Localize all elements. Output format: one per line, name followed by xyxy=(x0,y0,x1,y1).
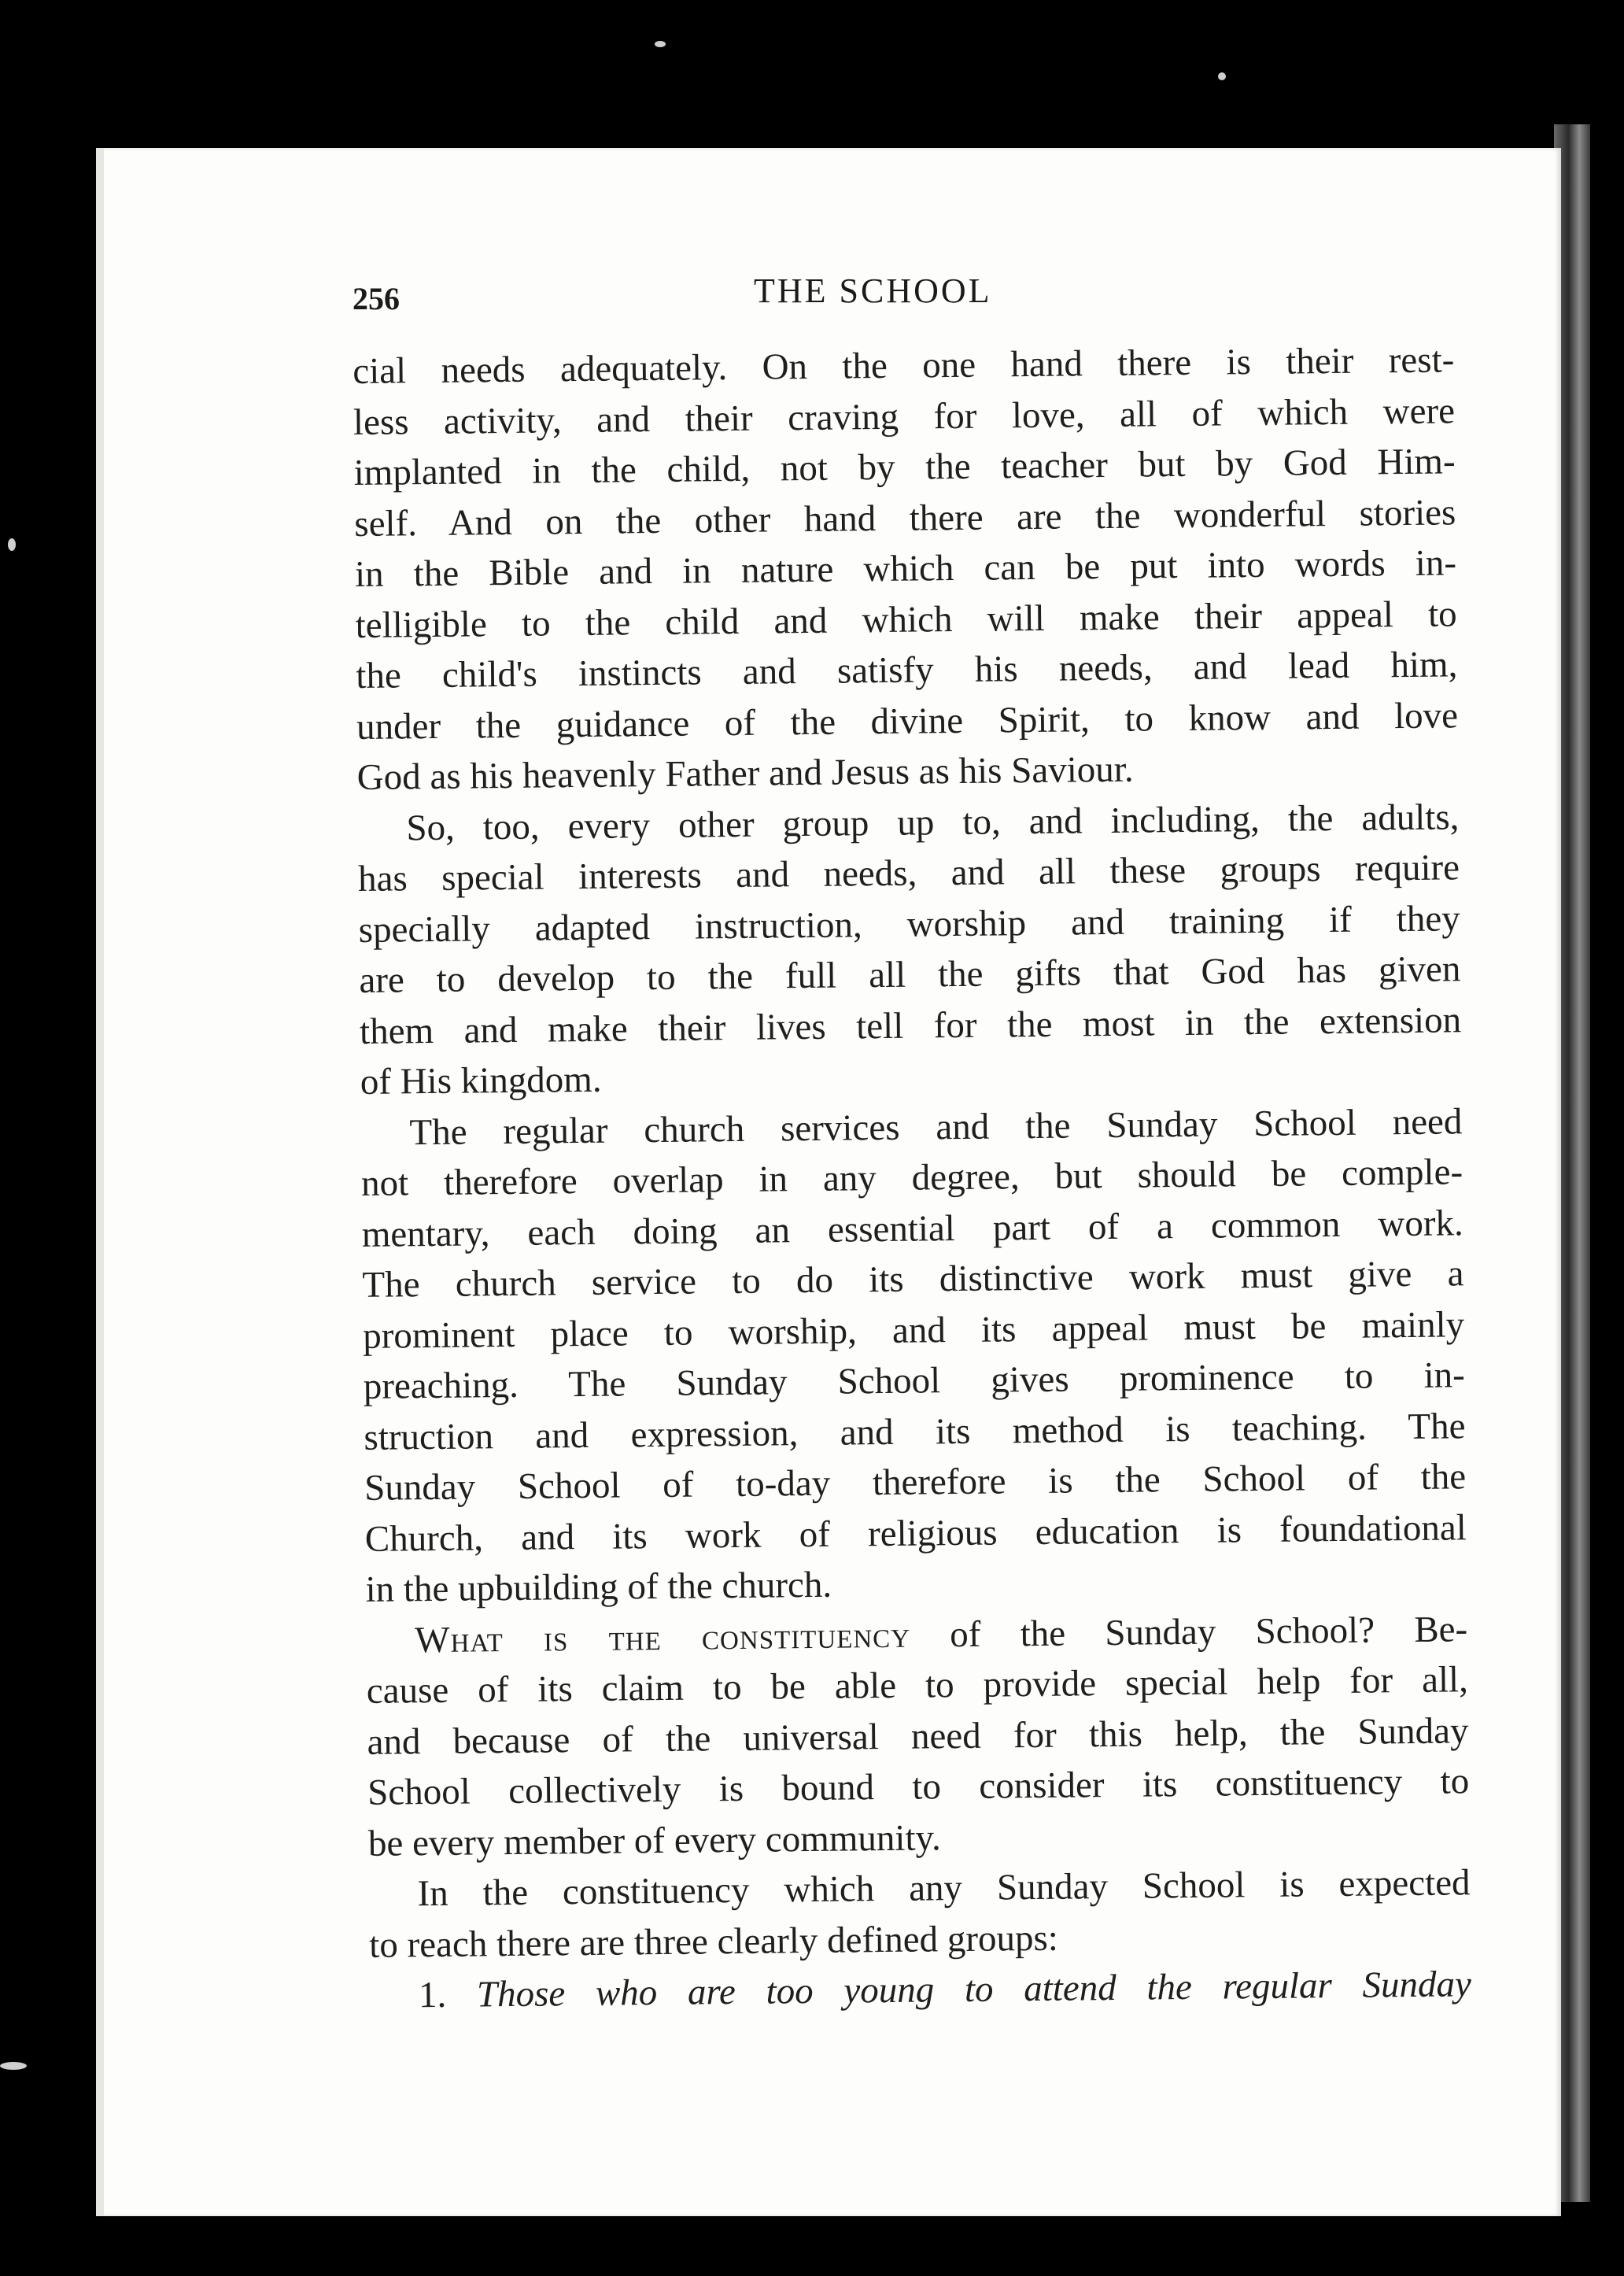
text-line: less activity, and their craving for love, all of which were xyxy=(352,390,1456,443)
text-line: telligible to the child and which will make their appeal to xyxy=(355,593,1457,646)
text-line: are to develop to the full all the gifts that God has given xyxy=(359,948,1461,1001)
text-line: struction and expression, and its method is teaching. The xyxy=(364,1405,1466,1458)
text-line: in the upbuilding of the church. xyxy=(365,1564,832,1610)
paragraph-2 xyxy=(357,792,1462,1108)
text-line: has special interests and needs, and all these groups require xyxy=(357,847,1460,900)
text-line: preaching. The Sunday School gives prominence to in- xyxy=(363,1354,1466,1407)
text-line: cial needs adequately. On the one hand there is their rest- xyxy=(352,339,1455,392)
text-line: Church, and its work of religious education is foundational xyxy=(364,1506,1467,1560)
text-line: under the guidance of the divine Spirit, to know and love xyxy=(356,694,1459,748)
text-line: to reach there are three clearly defined groups: xyxy=(369,1917,1059,1966)
page-gutter xyxy=(96,148,104,2216)
text-line: specially adapted instruction, worship and training if they xyxy=(358,897,1460,951)
text-line: So, too, every other group up to, and including, the adults, xyxy=(406,796,1460,848)
text-line: prominent place to worship, and its appeal must be mainly xyxy=(362,1303,1465,1357)
text-line: Sunday School of to-day therefore is the School of the xyxy=(364,1456,1467,1509)
text-line: of His kingdom. xyxy=(360,1059,602,1103)
paragraph-5 xyxy=(368,1857,1471,1971)
text-line: mentary, each doing an essential part of a common work. xyxy=(361,1202,1464,1255)
list-numeral: 1. xyxy=(418,1974,447,2016)
text-line: in the Bible and in nature which can be put into words in- xyxy=(354,542,1457,595)
scan-speck xyxy=(1218,72,1226,80)
text-line: the child's instincts and satisfy his needs, and lead him, xyxy=(356,644,1458,696)
text-line: School collectively is bound to consider its constituency to xyxy=(367,1761,1470,1813)
page-header xyxy=(352,271,1454,326)
text-line: The church service to do its distinctive work must give a xyxy=(362,1253,1464,1306)
running-head: THE SCHOOL xyxy=(754,272,992,310)
body-text xyxy=(352,334,1471,2021)
text-line: them and make their lives tell for the most in the extension xyxy=(359,999,1462,1052)
scan-speck xyxy=(655,41,666,47)
text-line: In the constituency which any Sunday School is expected xyxy=(417,1862,1471,1915)
text-line: cause of its claim to be able to provide special help for all, xyxy=(366,1659,1469,1712)
paragraph-3 xyxy=(360,1096,1467,1616)
text-line: self. And on the other hand there are the wonderful stories xyxy=(354,491,1456,545)
text-run: of the Sunday School? Be- xyxy=(910,1608,1468,1656)
small-caps-lead: What is the constituency xyxy=(414,1614,911,1661)
page-number: 256 xyxy=(352,281,400,316)
scan-speck xyxy=(0,2062,27,2070)
text-line: The regular church services and the Sunday School need xyxy=(409,1100,1463,1153)
text-line: God as his heavenly Father and Jesus as his Saviour. xyxy=(356,748,1134,798)
scan-speck xyxy=(8,538,16,551)
text-line: and because of the universal need for this help, the Sunday xyxy=(367,1709,1469,1763)
text-line: implanted in the child, not by the teacher but by God Him- xyxy=(353,441,1456,493)
paragraph-4 xyxy=(366,1604,1470,1869)
text-line: be every member of every community. xyxy=(367,1816,941,1864)
text-line: not therefore overlap in any degree, but should be comple- xyxy=(360,1151,1463,1204)
paragraph-1 xyxy=(352,334,1459,803)
italic-text: Those who are too young to attend the regular Sunday xyxy=(445,1964,1472,2016)
